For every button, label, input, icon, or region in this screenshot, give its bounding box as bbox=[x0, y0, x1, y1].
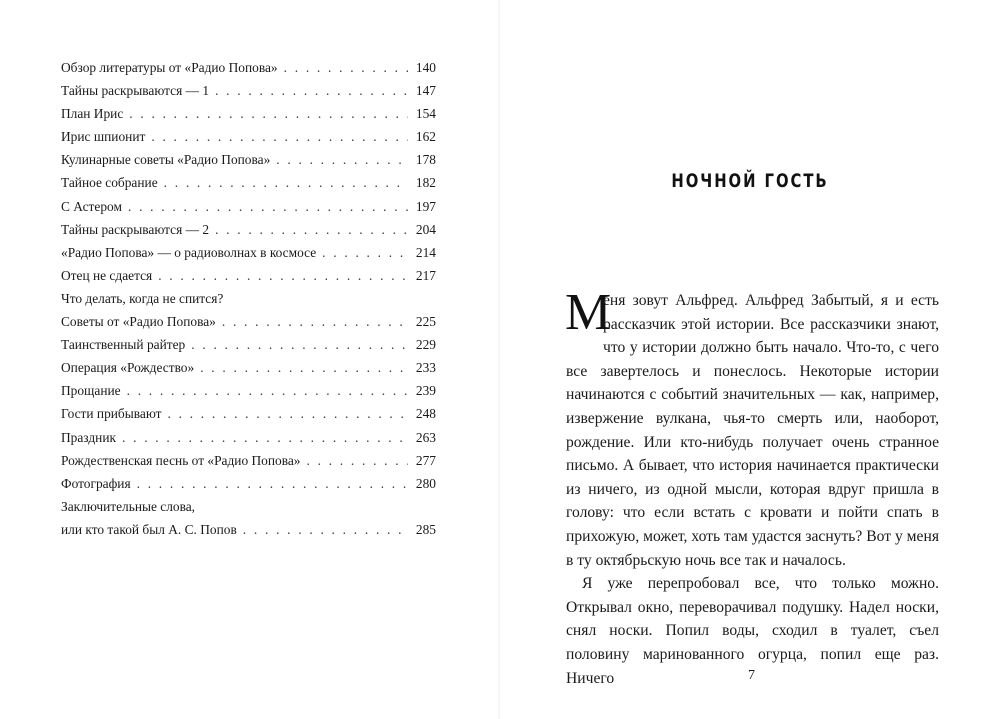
toc-entry bbox=[61, 171, 436, 194]
toc-leader-dots bbox=[200, 356, 408, 379]
chapter-title: НОЧНОЙ ГОСТЬ bbox=[671, 170, 829, 192]
toc-entry-page: 214 bbox=[415, 244, 436, 260]
toc-entry-title: Кулинарные советы «Радио Попова» bbox=[61, 152, 271, 168]
toc-leader-dots bbox=[191, 333, 408, 356]
toc-entry bbox=[61, 518, 436, 541]
toc-entry-title: С Астером bbox=[61, 198, 122, 214]
toc-entry-title: Тайны раскрываются — 2 bbox=[61, 221, 210, 237]
toc-entry-page: 229 bbox=[415, 337, 436, 353]
paragraph-2: Я уже перепробовал все, что только можно. Открывал окно, переворачивал подушку. Надел носки, снял носки. Попил воды, сходил в туалет, съел половину маринованного огурца, попил еще раз. Ничего bbox=[566, 575, 939, 687]
toc-entry-title: Рождественская песнь от «Радио Попова» bbox=[61, 452, 301, 468]
toc-entry-title: Отец не сдается bbox=[61, 267, 153, 283]
toc-entry bbox=[61, 472, 436, 495]
toc-entry-title: Ирис шпионит bbox=[61, 129, 146, 145]
toc-entry bbox=[61, 264, 436, 287]
drop-cap: М bbox=[565, 284, 612, 341]
toc-leader-dots bbox=[129, 102, 408, 125]
toc-entry-title: Тайны раскрываются — 1 bbox=[61, 83, 210, 99]
toc-entry-title: Прощание bbox=[61, 383, 121, 399]
toc-entry bbox=[61, 218, 436, 241]
toc-entry-page: 154 bbox=[415, 106, 436, 122]
toc-entry-title: Заключительные слова, bbox=[61, 498, 196, 514]
toc-entry-page: 217 bbox=[415, 267, 436, 283]
toc-entry bbox=[61, 495, 436, 518]
toc-entry-title: или кто такой был А. С. Попов bbox=[61, 521, 237, 537]
toc-leader-dots bbox=[151, 125, 408, 148]
toc-entry-title: Советы от «Радио Попова» bbox=[61, 314, 216, 330]
toc-leader-dots bbox=[276, 148, 408, 171]
toc-entry-title: «Радио Попова» — о радиоволнах в космосе bbox=[61, 244, 317, 260]
toc-entry-title: Таинственный райтер bbox=[61, 337, 186, 353]
toc-entry-title: Гости прибывают bbox=[61, 406, 162, 422]
toc-leader-dots bbox=[307, 449, 408, 472]
toc-entry bbox=[61, 402, 436, 425]
paragraph-1 bbox=[565, 284, 939, 572]
toc-entry-title: Фотография bbox=[61, 475, 131, 491]
toc-entry-page: 280 bbox=[415, 475, 436, 491]
toc-leader-dots bbox=[168, 402, 408, 425]
paragraph-1-text: еня зовут Альфред. Альфред Забытый, я и есть рассказчик этой истории. Все рассказчики знают, что у истории должно быть начало. Что-то, с чего все завертелось и понеслось. Некоторые истории начинаются с событий значительных — как, например, извержение вулкана, чья-то смерть или, наоборот, рождение. Или кто-нибудь получает очень странное письмо. А бывает, что история начинается практически из ничего, из одной мысли, которая вдруг пришла в голову: что если встать с кровати и пойти спать в прихожую, может, хоть там удастся заснуть? Вот у меня в ту октябрьскую ночь все так и началось. bbox=[566, 292, 939, 569]
toc-entry-title: Праздник bbox=[61, 429, 117, 445]
toc-entry-page: 147 bbox=[415, 83, 436, 99]
toc-leader-dots bbox=[215, 79, 408, 102]
toc-leader-dots bbox=[164, 171, 408, 194]
toc-entry bbox=[61, 241, 436, 264]
toc-leader-dots bbox=[222, 310, 408, 333]
toc-entry-page: 277 bbox=[415, 452, 436, 468]
toc-entry-title: Операция «Рождество» bbox=[61, 360, 195, 376]
toc-leader-dots bbox=[128, 195, 408, 218]
toc-leader-dots bbox=[322, 241, 408, 264]
toc-entry-title: План Ирис bbox=[61, 106, 124, 122]
toc-entry-page: 248 bbox=[415, 406, 436, 422]
toc-entry bbox=[61, 449, 436, 472]
toc-leader-dots bbox=[137, 472, 408, 495]
toc-entry-title: Обзор литературы от «Радио Попова» bbox=[61, 60, 278, 75]
toc-entry-page: 178 bbox=[415, 152, 436, 168]
toc-entry-page: 197 bbox=[415, 198, 436, 214]
toc-entry bbox=[61, 102, 436, 125]
toc-entry-page: 233 bbox=[415, 360, 436, 376]
toc-entry bbox=[61, 379, 436, 402]
toc-leader-dots bbox=[215, 218, 408, 241]
toc-entry bbox=[61, 148, 436, 171]
toc-entry-page: 162 bbox=[415, 129, 436, 145]
toc-entry bbox=[61, 79, 436, 102]
toc-entry-title: Что делать, когда не спится? bbox=[61, 290, 224, 306]
toc-leader-dots bbox=[158, 264, 408, 287]
toc-entry-page: 285 bbox=[415, 521, 436, 537]
toc-leader-dots bbox=[243, 518, 408, 541]
toc-entry-page: 140 bbox=[415, 60, 436, 75]
toc-entry bbox=[61, 333, 436, 356]
toc-leader-dots bbox=[127, 379, 408, 402]
toc-entry-page: 239 bbox=[415, 383, 436, 399]
toc-entry bbox=[61, 426, 436, 449]
toc-entry-page: 225 bbox=[415, 314, 436, 330]
toc-entry-page: 263 bbox=[415, 429, 436, 445]
toc-entry bbox=[61, 125, 436, 148]
toc-entry-title: Тайное собрание bbox=[61, 175, 158, 191]
chapter-body bbox=[565, 284, 939, 690]
page-number: 7 bbox=[748, 668, 755, 683]
toc-leader-dots bbox=[284, 56, 408, 79]
table-of-contents bbox=[61, 56, 436, 541]
toc-entry bbox=[61, 287, 436, 310]
toc-entry bbox=[61, 356, 436, 379]
toc-leader-dots bbox=[122, 426, 408, 449]
toc-entry-page: 182 bbox=[415, 175, 436, 191]
toc-entry bbox=[61, 195, 436, 218]
toc-entry bbox=[61, 56, 436, 79]
toc-entry-page: 204 bbox=[415, 221, 436, 237]
toc-entry bbox=[61, 310, 436, 333]
